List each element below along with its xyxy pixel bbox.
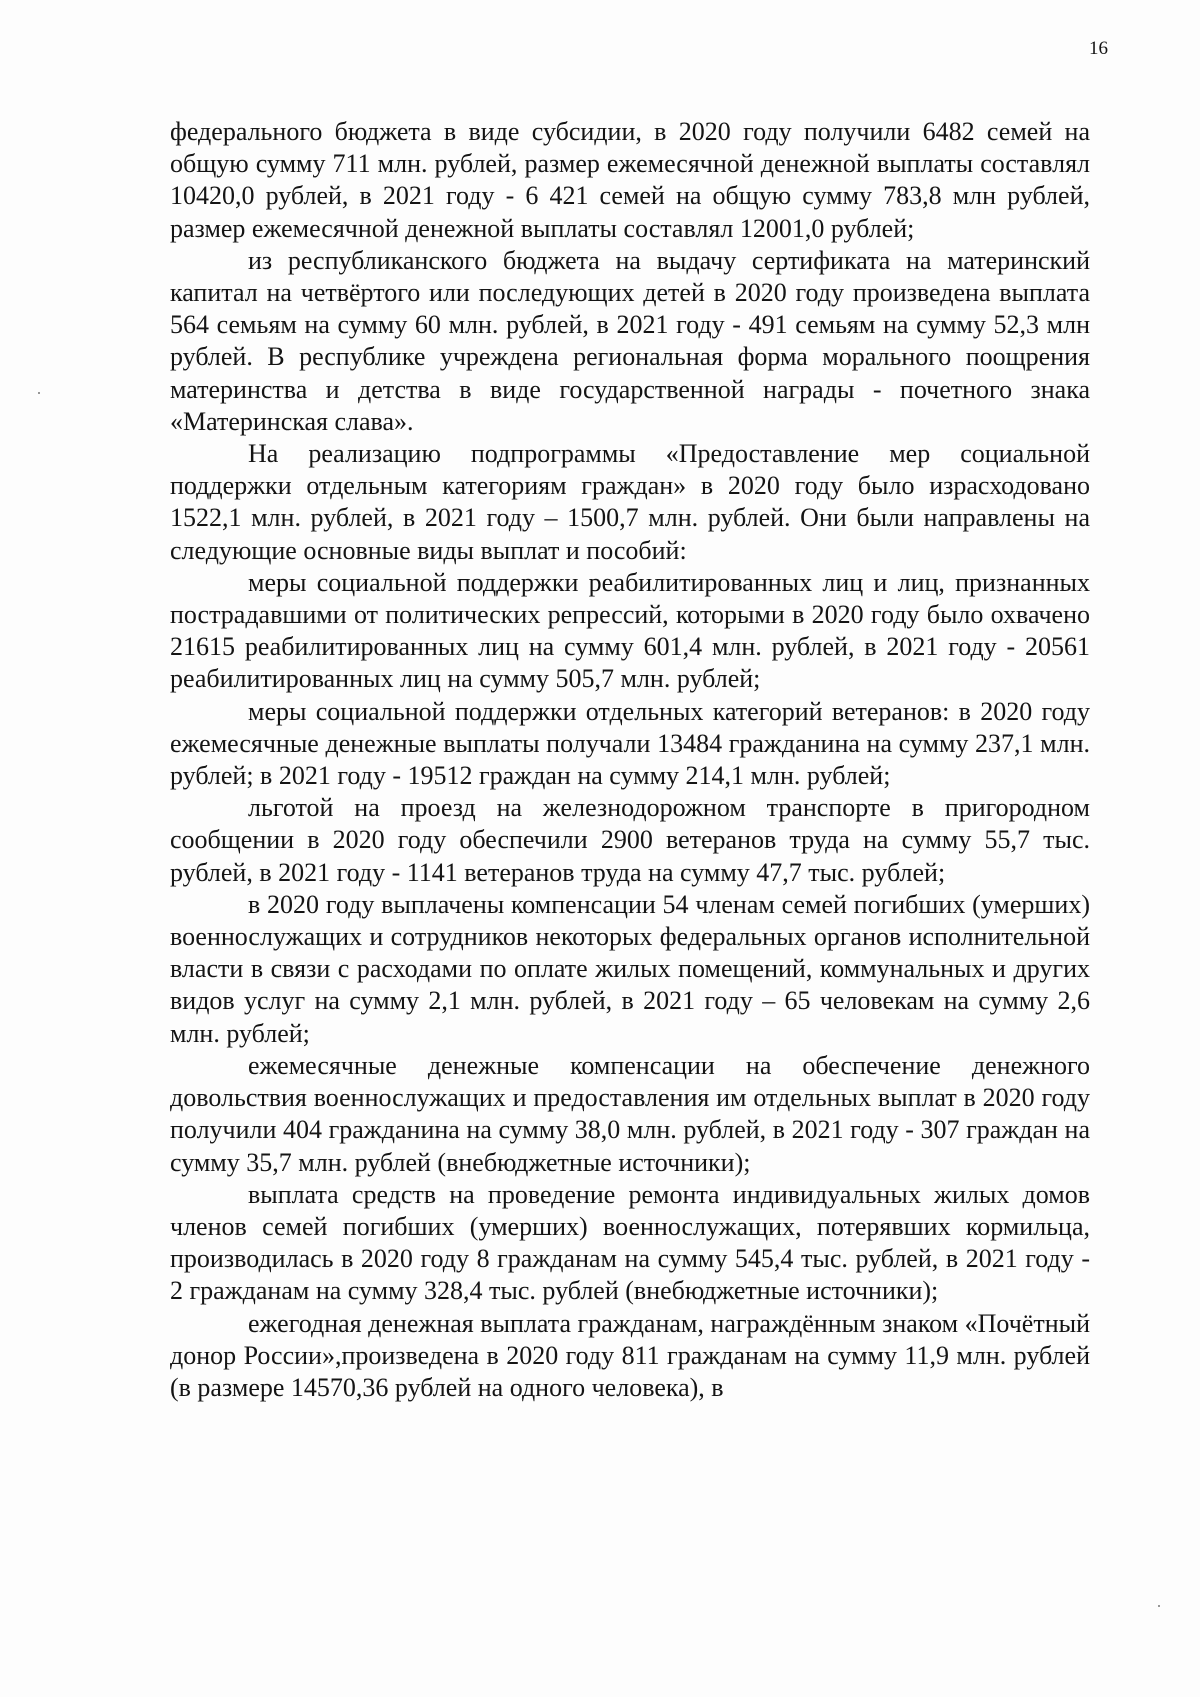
paragraph-1: федерального бюджета в виде субсидии, в 2020 году получили 6482 семей на общую сумму 711 млн. рублей, размер ежемесячной денежной выплаты составлял 10420,0 рублей, в 2021 году - 6 421 семей на общую сумму 783,8 млн рублей, размер ежемесячной денежной выплаты составлял 12001,0 рублей; [170,117,1090,243]
paragraph-8: ежемесячные денежные компенсации на обеспечение денежного довольствия военнослужащих и предоставления им отдельных выплат в 2020 году получили 404 гражданина на сумму 38,0 млн. рублей, в 2021 году - 307 граждан на сумму 35,7 млн. рублей (внебюджетные источники); [170,1050,1090,1177]
scan-speck [1158,1605,1160,1607]
paragraph-7: в 2020 году выплачены компенсации 54 членам семей погибших (умерших) военнослужащих и сотрудников некоторых федеральных органов исполнительной власти в связи с расходами по оплате жилых помещений, коммунальных и других видов услуг на сумму 2,1 млн. рублей, в 2021 году – 65 человекам на сумму 2,6 млн. рублей; [170,889,1090,1048]
scan-speck [38,392,40,394]
paragraph-4: меры социальной поддержки реабилитированных лиц и лиц, признанных пострадавшими от политических репрессий, которыми в 2020 году было охвачено 21615 реабилитированных лиц на сумму 601,4 млн. рублей, в 2021 году - 20561 реабилитированных лиц на сумму 505,7 млн. рублей; [170,567,1090,694]
body-text [170,116,1090,1404]
paragraph-2: из республиканского бюджета на выдачу сертификата на материнский капитал на четвёртого или последующих детей в 2020 году произведена выплата 564 семьям на сумму 60 млн. рублей, в 2021 году - 491 семьям на сумму 52,3 млн рублей. В республике учреждена региональная форма морального поощрения материнства и детства в виде государственной награды - почетного знака «Материнская слава». [170,245,1090,436]
paragraph-5: меры социальной поддержки отдельных категорий ветеранов: в 2020 году ежемесячные денежные выплаты получали 13484 гражданина на сумму 237,1 млн. рублей; в 2021 году - 19512 граждан на сумму 214,1 млн. рублей; [170,696,1090,791]
page-number: 16 [1089,38,1108,59]
paragraph-9: выплата средств на проведение ремонта индивидуальных жилых домов членов семей погибших (умерших) военнослужащих, потерявших кормильца, производилась в 2020 году 8 гражданам на сумму 545,4 тыс. рублей, в 2021 году - 2 гражданам на сумму 328,4 тыс. рублей (внебюджетные источники); [170,1179,1090,1306]
paragraph-10: ежегодная денежная выплата гражданам, награждённым знаком «Почётный донор России»,произведена в 2020 году 811 гражданам на сумму 11,9 млн. рублей (в размере 14570,36 рублей на одного человека), в [170,1308,1090,1402]
paragraph-3: На реализацию подпрограммы «Предоставление мер социальной поддержки отдельным категориям граждан» в 2020 году было израсходовано 1522,1 млн. рублей, в 2021 году – 1500,7 млн. рублей. Они были направлены на следующие основные виды выплат и пособий: [170,439,1090,565]
paragraph-6: льготой на проезд на железнодорожном транспорте в пригородном сообщении в 2020 году обеспечили 2900 ветеранов труда на сумму 55,7 тыс. рублей, в 2021 году - 1141 ветеранов труда на сумму 47,7 тыс. рублей; [170,793,1090,887]
